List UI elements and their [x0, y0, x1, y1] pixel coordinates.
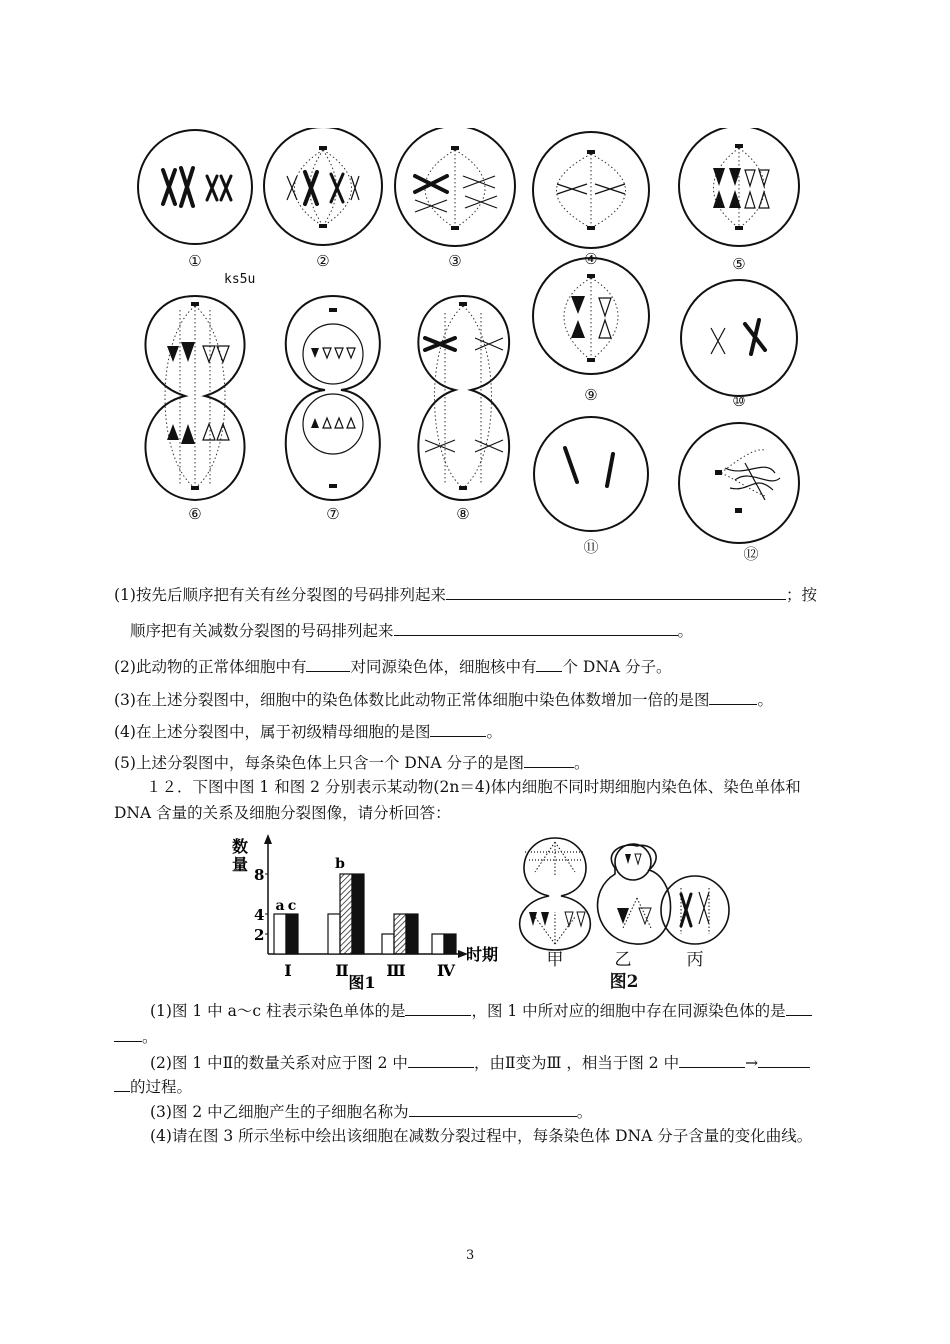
answer-blank[interactable] — [709, 689, 757, 705]
answer-blank[interactable] — [758, 1052, 810, 1068]
question-p2-2-line-1: (2)图 1 中Ⅱ的数量关系对应于图 2 中 ，由Ⅱ变为Ⅲ ，相当于图 2 中 → — [150, 1052, 810, 1073]
answer-blank[interactable] — [524, 752, 574, 768]
page-number: 3 — [466, 1248, 475, 1263]
y-tick-label: 8 — [254, 866, 265, 884]
answer-blank[interactable] — [430, 721, 486, 737]
cell-label-8: ⑧ — [456, 505, 470, 523]
problem-12-line-2: DNA 含量的关系及细胞分裂图像，请分析回答： — [114, 804, 451, 822]
answer-blank[interactable] — [679, 1052, 745, 1068]
category-label: Ⅱ — [335, 961, 349, 980]
arrow-symbol: → — [745, 1054, 759, 1072]
question-1-line-1: (1)按先后顺序把有关有丝分裂图的号码排列起来 ；按 — [114, 586, 817, 604]
question-p2-3: (3)图 2 中乙细胞产生的子细胞名称为 。 — [150, 1103, 593, 1121]
bar-a — [328, 914, 340, 954]
cell-label-7: ⑦ — [326, 505, 340, 523]
category-label: Ⅰ — [284, 961, 292, 980]
series-label: c — [287, 898, 297, 914]
chart-xlabel: 时期 — [466, 945, 499, 964]
bar-a — [432, 934, 444, 954]
answer-blank[interactable] — [394, 620, 678, 636]
question-p2-4: (4)请在图 3 所示坐标中绘出该细胞在减数分裂过程中，每条染色体 DNA 分子含量的变化曲线。 — [150, 1127, 813, 1145]
figure-1-bar-chart — [222, 832, 512, 992]
question-p2-1-line-1: (1)图 1 中 a～c 柱表示染色单体的是 ，图 1 中所对应的细胞中存在同源染色体的是 — [150, 1000, 812, 1021]
bar-a — [382, 934, 394, 954]
category-label: Ⅳ — [436, 961, 456, 980]
bar-c — [286, 914, 298, 954]
question-p2-2-line-2: 的过程。 — [114, 1076, 192, 1097]
category-label: Ⅲ — [386, 961, 406, 980]
figure-2-title: 图2 — [609, 972, 639, 992]
question-4: (4)在上述分裂图中，属于初级精母细胞的是图 。 — [114, 723, 502, 741]
cell-label-10: ⑩ — [732, 392, 746, 410]
question-1-line-2: 顺序把有关减数分裂图的号码排列起来 。 — [130, 622, 694, 640]
question-2: (2)此动物的正常体细胞中有 对同源染色体，细胞核中有 个 DNA 分子。 — [114, 658, 672, 676]
answer-blank[interactable] — [405, 1000, 471, 1016]
answer-blank[interactable] — [409, 1101, 577, 1117]
cell-label-12: ⑫ — [743, 545, 759, 563]
question-5: (5)上述分裂图中，每条染色体上只含一个 DNA 分子的是图 。 — [114, 754, 590, 772]
cell-division-figure — [125, 128, 825, 568]
answer-blank[interactable] — [536, 656, 562, 672]
y-axis-arrow — [264, 834, 272, 844]
y-tick-label: 4 — [254, 906, 265, 924]
cell-label-11: ⑪ — [583, 538, 599, 556]
cell-label-5: ⑤ — [732, 255, 746, 273]
answer-blank[interactable] — [446, 584, 786, 600]
cell-label-3: ③ — [448, 252, 462, 270]
question-p2-1-line-2: 。 — [114, 1026, 158, 1047]
answer-blank[interactable] — [114, 1026, 142, 1042]
cell-label-9: ⑨ — [584, 386, 598, 404]
cell-label-1: ① — [188, 252, 202, 270]
bar-b — [394, 914, 406, 954]
answer-blank[interactable] — [408, 1052, 474, 1068]
chart-ylabel-top: 数 — [232, 837, 249, 856]
series-label: a — [275, 898, 285, 914]
bar-c — [406, 914, 418, 954]
cell-label-jia: 甲 — [546, 950, 564, 970]
problem-12-line-1: １２．下图中图 1 和图 2 分别表示某动物(2n＝4)体内细胞不同时期细胞内染色体、染色单体和 — [146, 778, 801, 796]
answer-blank[interactable] — [114, 1076, 130, 1092]
chart-ylabel-bottom: 量 — [232, 855, 249, 874]
series-label: b — [335, 856, 345, 872]
cell-label-4: ④ — [584, 250, 598, 268]
answer-blank[interactable] — [306, 656, 350, 672]
bar-c — [444, 934, 456, 954]
cell-label-yi: 乙 — [614, 950, 632, 970]
answer-blank[interactable] — [786, 1000, 812, 1016]
question-3: (3)在上述分裂图中，细胞中的染色体数比此动物正常体细胞中染色体数增加一倍的是图 。 — [114, 691, 773, 709]
cell-label-bing: 丙 — [686, 950, 704, 970]
cell-label-2: ② — [316, 252, 330, 270]
watermark-text: ks5u — [224, 272, 256, 287]
bar-b — [340, 874, 352, 954]
bar-a — [274, 914, 286, 954]
cell-label-6: ⑥ — [188, 505, 202, 523]
bar-c — [352, 874, 364, 954]
y-tick-label: 2 — [254, 926, 265, 944]
chart-title: 图1 — [348, 973, 376, 992]
